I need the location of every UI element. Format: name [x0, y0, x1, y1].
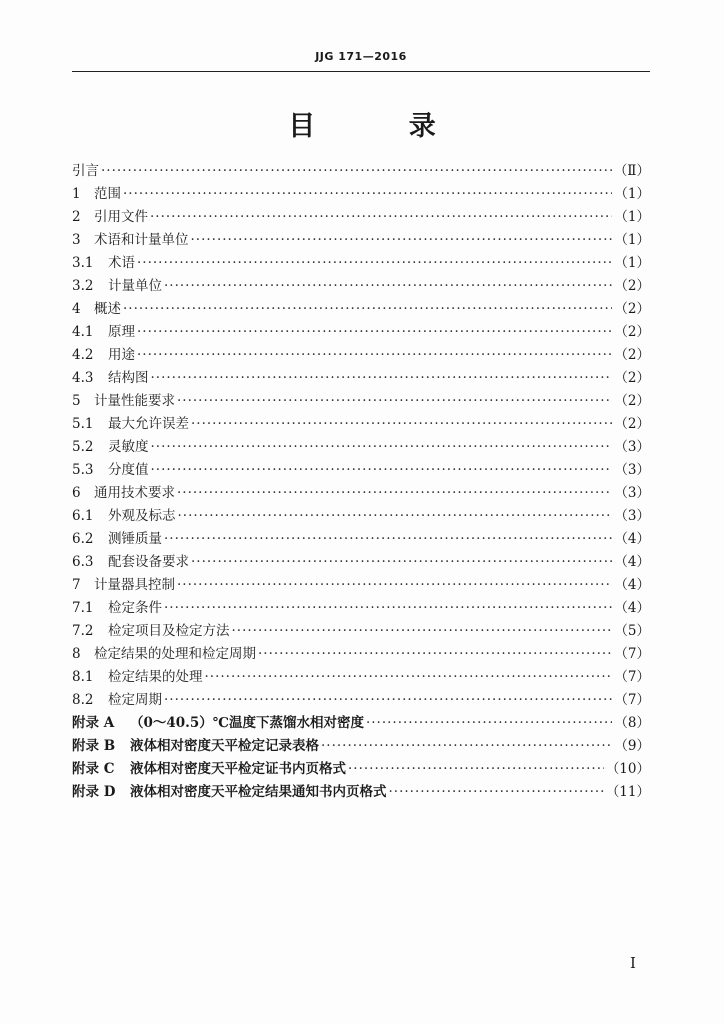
toc-entry-page: （2）	[614, 370, 650, 386]
toc-leader-dots	[321, 735, 612, 758]
toc-entry-number: 8.2	[72, 692, 94, 708]
toc-entry	[72, 574, 650, 597]
toc-entry-page: （7）	[614, 646, 650, 662]
header-rule	[72, 71, 650, 72]
toc-leader-dots	[164, 597, 612, 620]
toc-entry-number: 附录 B	[72, 738, 116, 754]
toc-leader-dots	[389, 781, 604, 804]
toc-leader-dots	[151, 459, 613, 482]
toc-entry-number: 4.1	[72, 324, 94, 340]
toc-entry	[72, 275, 650, 298]
toc-entry-number: 5.2	[72, 439, 94, 455]
toc-entry-number: 6.1	[72, 508, 94, 524]
toc-entry-label: 计量单位	[108, 278, 162, 294]
toc-entry-label: 原理	[108, 324, 135, 340]
toc-entry	[72, 735, 650, 758]
toc-entry	[72, 252, 650, 275]
toc-entry-page: （4）	[614, 600, 650, 616]
toc-entry-label: 用途	[108, 347, 135, 363]
toc-entry-page: （8）	[614, 715, 650, 731]
toc-leader-dots	[101, 160, 612, 183]
toc-leader-dots	[191, 229, 613, 252]
toc-entry-number: 附录 C	[72, 761, 115, 777]
toc-entry-page: （4）	[614, 531, 650, 547]
toc-leader-dots	[177, 390, 612, 413]
toc-leader-dots	[178, 505, 613, 528]
toc-entry-page: （9）	[614, 738, 650, 754]
toc-entry-number: 4.2	[72, 347, 94, 363]
toc-leader-dots	[191, 413, 612, 436]
toc-entry-number: 4.3	[72, 370, 94, 386]
toc-entry	[72, 390, 650, 413]
toc-entry-label: （0～40.5）℃温度下蒸馏水相对密度	[130, 715, 364, 731]
toc-entry	[72, 758, 650, 781]
toc-entry-page: （2）	[614, 416, 650, 432]
toc-entry-label: 术语	[108, 255, 135, 271]
toc-entry-page: （3）	[614, 462, 650, 478]
standard-code-header: JJG 171—2016	[315, 50, 407, 63]
toc-entry	[72, 597, 650, 620]
toc-leader-dots	[258, 643, 612, 666]
toc-entry-number: 6	[72, 485, 81, 501]
toc-leader-dots	[137, 252, 612, 275]
toc-entry	[72, 666, 650, 689]
toc-leader-dots	[150, 206, 612, 229]
toc-entry	[72, 229, 650, 252]
toc-entry-label: 术语和计量单位	[94, 232, 189, 248]
toc-entry-label: 最大允许误差	[108, 416, 189, 432]
toc-entry-page: （4）	[614, 554, 650, 570]
toc-entry	[72, 344, 650, 367]
toc-entry-label: 范围	[94, 186, 121, 202]
toc-entry-number: 3.1	[72, 255, 94, 271]
toc-entry-page: （4）	[614, 577, 650, 593]
toc-entry-label: 结构图	[108, 370, 149, 386]
toc-entry-label: 通用技术要求	[94, 485, 175, 501]
toc-entry-page: （10）	[605, 761, 650, 777]
toc-leader-dots	[205, 666, 613, 689]
toc-entry-number: 8.1	[72, 669, 94, 685]
toc-entry-number: 附录 A	[72, 715, 115, 731]
toc-entry-label: 检定结果的处理	[108, 669, 203, 685]
toc-entry	[72, 620, 650, 643]
toc-entry-label: 灵敏度	[108, 439, 149, 455]
toc-leader-dots	[137, 344, 612, 367]
toc-entry-page: （3）	[614, 439, 650, 455]
toc-entry-label: 液体相对密度天平检定记录表格	[130, 738, 319, 754]
toc-entry-number: 3	[72, 232, 81, 248]
toc-entry-label: 引言	[72, 163, 99, 179]
toc-entry	[72, 643, 650, 666]
toc-entry-label: 检定条件	[108, 600, 162, 616]
toc-entry	[72, 689, 650, 712]
toc-leader-dots	[151, 367, 613, 390]
toc-leader-dots	[366, 712, 612, 735]
toc-entry	[72, 298, 650, 321]
toc-entry	[72, 551, 650, 574]
toc-leader-dots	[137, 321, 612, 344]
table-of-contents	[72, 160, 650, 804]
toc-entry-label: 液体相对密度天平检定证书内页格式	[130, 761, 346, 777]
toc-entry-label: 计量性能要求	[94, 393, 175, 409]
toc-entry-label: 概述	[94, 301, 121, 317]
toc-entry	[72, 183, 650, 206]
toc-entry-label: 计量器具控制	[94, 577, 175, 593]
toc-leader-dots	[123, 183, 612, 206]
toc-leader-dots	[164, 275, 612, 298]
toc-leader-dots	[232, 620, 613, 643]
toc-entry-number: 5.1	[72, 416, 94, 432]
toc-entry-number: 附录 D	[72, 784, 116, 800]
toc-entry-number: 5	[72, 393, 81, 409]
toc-entry-page: （3）	[614, 485, 650, 501]
toc-leader-dots	[164, 528, 612, 551]
toc-entry	[72, 712, 650, 735]
toc-entry-number: 6.2	[72, 531, 94, 547]
toc-leader-dots	[348, 758, 604, 781]
toc-entry	[72, 436, 650, 459]
page-title: 目 录	[288, 111, 478, 142]
toc-entry-page: （2）	[614, 324, 650, 340]
toc-leader-dots	[164, 689, 612, 712]
toc-entry-page: （2）	[614, 393, 650, 409]
toc-entry	[72, 413, 650, 436]
toc-entry-page: （2）	[614, 347, 650, 363]
toc-entry-number: 6.3	[72, 554, 94, 570]
toc-entry-page: （11）	[605, 784, 650, 800]
toc-entry-page: （1）	[614, 255, 650, 271]
toc-entry-number: 1	[72, 186, 81, 202]
toc-entry-number: 7.1	[72, 600, 94, 616]
toc-entry-page: （2）	[614, 301, 650, 317]
toc-entry-label: 分度值	[108, 462, 149, 478]
toc-entry-number: 4	[72, 301, 81, 317]
toc-entry	[72, 482, 650, 505]
toc-entry	[72, 206, 650, 229]
toc-entry-page: （3）	[614, 508, 650, 524]
toc-entry-number: 2	[72, 209, 81, 225]
toc-entry-number: 7.2	[72, 623, 94, 639]
toc-entry	[72, 321, 650, 344]
toc-entry	[72, 528, 650, 551]
toc-entry-label: 检定项目及检定方法	[108, 623, 230, 639]
toc-leader-dots	[191, 551, 612, 574]
toc-leader-dots	[123, 298, 612, 321]
toc-leader-dots	[177, 574, 612, 597]
toc-entry-page: （5）	[614, 623, 650, 639]
toc-leader-dots	[177, 482, 612, 505]
toc-entry-page: （7）	[614, 692, 650, 708]
toc-entry-number: 8	[72, 646, 81, 662]
toc-entry-page: （1）	[614, 232, 650, 248]
toc-entry	[72, 781, 650, 804]
toc-entry-label: 测锤质量	[108, 531, 162, 547]
page-number: I	[630, 954, 636, 972]
toc-entry-label: 配套设备要求	[108, 554, 189, 570]
toc-entry-number: 3.2	[72, 278, 94, 294]
toc-entry-page: （7）	[614, 669, 650, 685]
toc-entry-label: 检定结果的处理和检定周期	[94, 646, 256, 662]
toc-entry-label: 引用文件	[94, 209, 148, 225]
toc-entry	[72, 160, 650, 183]
toc-entry	[72, 459, 650, 482]
toc-entry-page: （Ⅱ）	[613, 163, 650, 179]
toc-entry-label: 外观及标志	[108, 508, 176, 524]
toc-leader-dots	[151, 436, 613, 459]
toc-entry	[72, 367, 650, 390]
toc-entry-number: 5.3	[72, 462, 94, 478]
toc-entry	[72, 505, 650, 528]
toc-entry-page: （1）	[614, 186, 650, 202]
toc-entry-page: （2）	[614, 278, 650, 294]
toc-entry-label: 检定周期	[108, 692, 162, 708]
toc-entry-label: 液体相对密度天平检定结果通知书内页格式	[130, 784, 387, 800]
toc-entry-number: 7	[72, 577, 81, 593]
toc-entry-page: （1）	[614, 209, 650, 225]
